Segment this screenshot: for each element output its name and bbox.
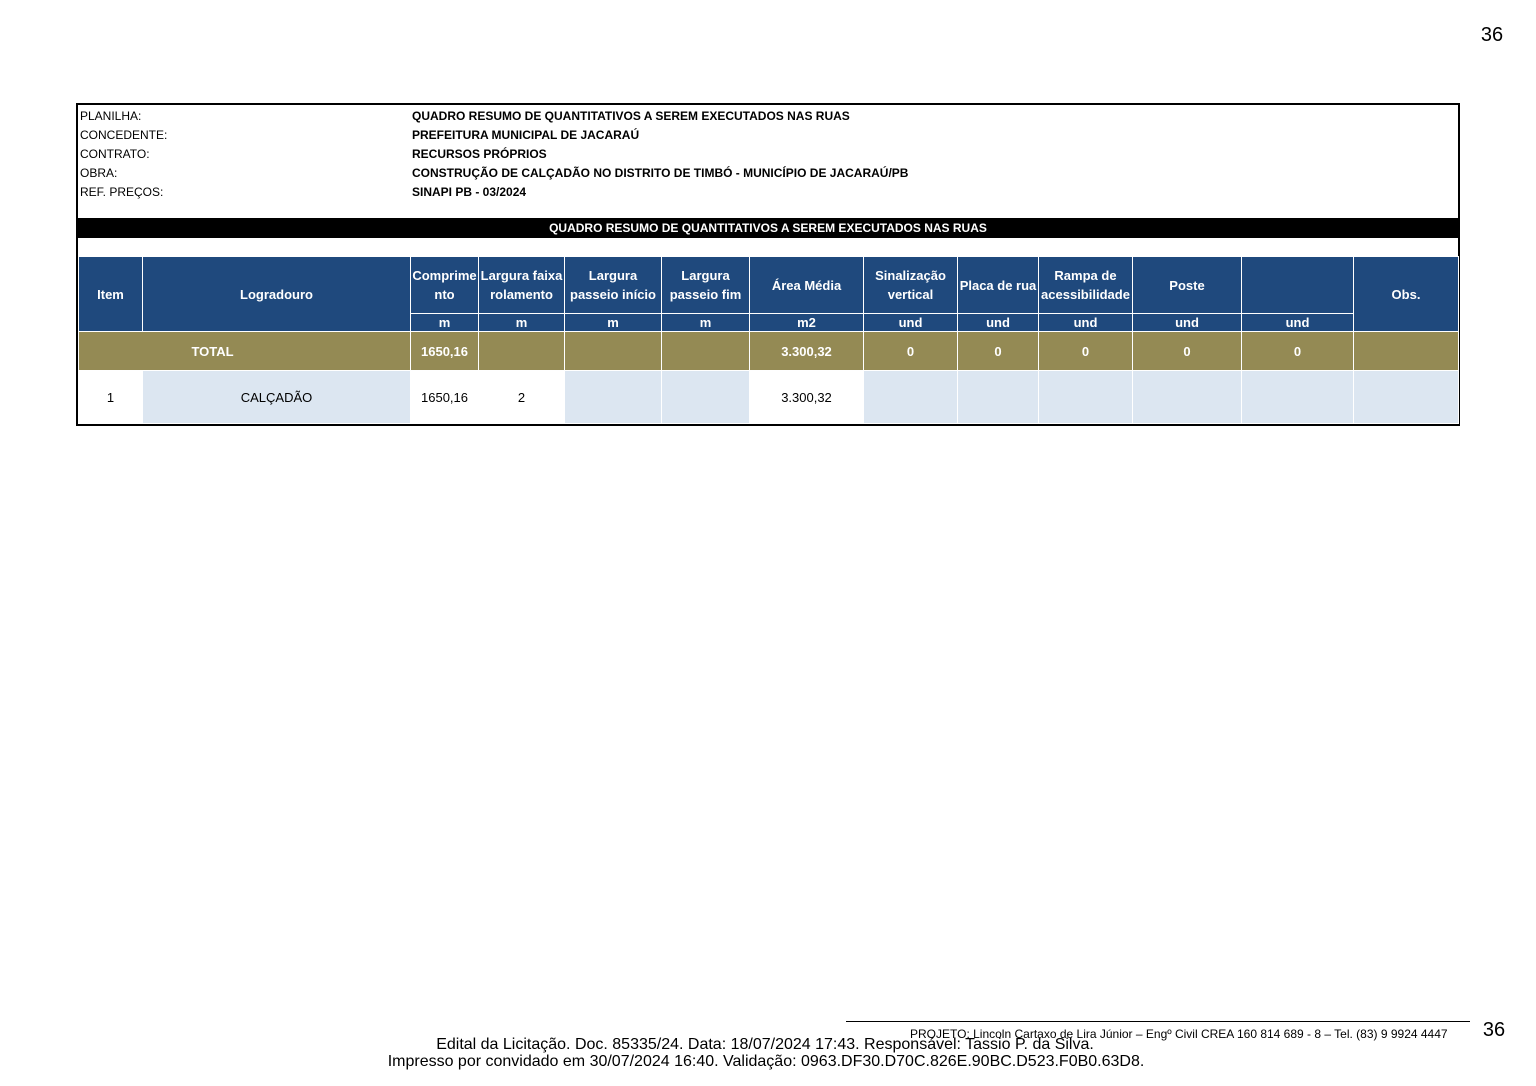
col-header-logradouro: Logradouro [143,257,411,332]
table-title-bar: QUADRO RESUMO DE QUANTITATIVOS A SEREM EXECUTADOS NAS RUAS [78,218,1458,238]
header-row [79,257,1459,314]
unit-largura-fim: m [662,314,750,332]
meta-label: CONTRATO: [80,147,150,161]
unit-comprimento: m [411,314,479,332]
footer-project-credit: PROJETO: Lincoln Cartaxo de Lira Júnior – Engº Civil CREA 160 814 689 - 8 – Tel. (83) 9 9924 4447 [910,1027,1448,1041]
spacer-row [78,238,1458,256]
total-obs [1354,332,1459,371]
footer-divider [846,1021,1470,1022]
cell-poste [1133,371,1242,424]
cell-area: 3.300,32 [750,371,864,424]
table-row [79,371,1459,424]
col-header-poste: Poste [1133,257,1242,314]
cell-sinalizacao [864,371,958,424]
quantities-table [78,256,1459,424]
cell-comprimento: 1650,16 [411,371,479,424]
total-blank: 0 [1242,332,1354,371]
meta-value: SINAPI PB - 03/2024 [412,185,527,199]
meta-value: PREFEITURA MUNICIPAL DE JACARAÚ [412,128,640,142]
total-rampa: 0 [1039,332,1133,371]
validation-line-2: Impresso por convidado em 30/07/2024 16:40. Validação: 0963.DF30.D70C.826E.90BC.D523.F0B0.63D8. [387,1053,1145,1070]
cell-blank [1242,371,1354,424]
page-number-top: 36 [1480,24,1504,46]
unit-poste: und [1133,314,1242,332]
total-largura-fim [662,332,750,371]
cell-largura-fim [662,371,750,424]
meta-label: REF. PREÇOS: [80,185,164,199]
total-poste: 0 [1133,332,1242,371]
meta-value: RECURSOS PRÓPRIOS [412,147,547,161]
meta-label: CONCEDENTE: [80,128,168,142]
unit-area: m2 [750,314,864,332]
col-header-largura-faixa: Largura faixa rolamento [479,257,565,314]
col-header-area: Área Média [750,257,864,314]
meta-row-obra [78,164,1458,183]
total-area: 3.300,32 [750,332,864,371]
col-header-comprimento: Comprime nto [411,257,479,314]
total-largura-inicio [565,332,662,371]
unit-largura-faixa: m [479,314,565,332]
meta-label: OBRA: [80,166,118,180]
unit-largura-inicio: m [565,314,662,332]
total-row [79,332,1459,371]
unit-blank: und [1242,314,1354,332]
col-header-largura-inicio: Largura passeio início [565,257,662,314]
col-header-obs: Obs. [1354,257,1459,332]
cell-obs [1354,371,1459,424]
col-header-largura-fim: Largura passeio fim [662,257,750,314]
col-header-item: Item [79,257,143,332]
unit-rampa: und [1039,314,1133,332]
meta-label: PLANILHA: [80,109,142,123]
cell-largura-inicio [565,371,662,424]
total-label: TOTAL [79,332,411,371]
total-comprimento: 1650,16 [411,332,479,371]
cell-item: 1 [79,371,143,424]
total-sinalizacao: 0 [864,332,958,371]
meta-value: QUADRO RESUMO DE QUANTITATIVOS A SEREM EXECUTADOS NAS RUAS [412,109,850,123]
meta-row-ref-precos [78,183,1458,202]
validation-line-1: Edital da Licitação. Doc. 85335/24. Data: 18/07/2024 17:43. Responsável: Tassio P. da Silva. [436,1036,1094,1053]
meta-row-planilha [78,107,1458,126]
cell-rampa [1039,371,1133,424]
cell-largura-faixa: 2 [479,371,565,424]
col-header-placa: Placa de rua [958,257,1039,314]
unit-placa: und [958,314,1039,332]
meta-value: CONSTRUÇÃO DE CALÇADÃO NO DISTRITO DE TIMBÓ - MUNICÍPIO DE JACARAÚ/PB [412,166,909,180]
total-largura-faixa [479,332,565,371]
col-header-rampa: Rampa de acessibilidade [1039,257,1133,314]
cell-placa [958,371,1039,424]
spreadsheet-sheet [76,103,1460,426]
total-placa: 0 [958,332,1039,371]
col-header-blank [1242,257,1354,314]
sheet-metadata [78,105,1458,218]
cell-logradouro: CALÇADÃO [143,371,411,424]
meta-row-contrato [78,145,1458,164]
meta-row-concedente [78,126,1458,145]
page-number-bottom: 36 [1482,1019,1506,1041]
unit-sinalizacao: und [864,314,958,332]
col-header-sinalizacao: Sinalização vertical [864,257,958,314]
